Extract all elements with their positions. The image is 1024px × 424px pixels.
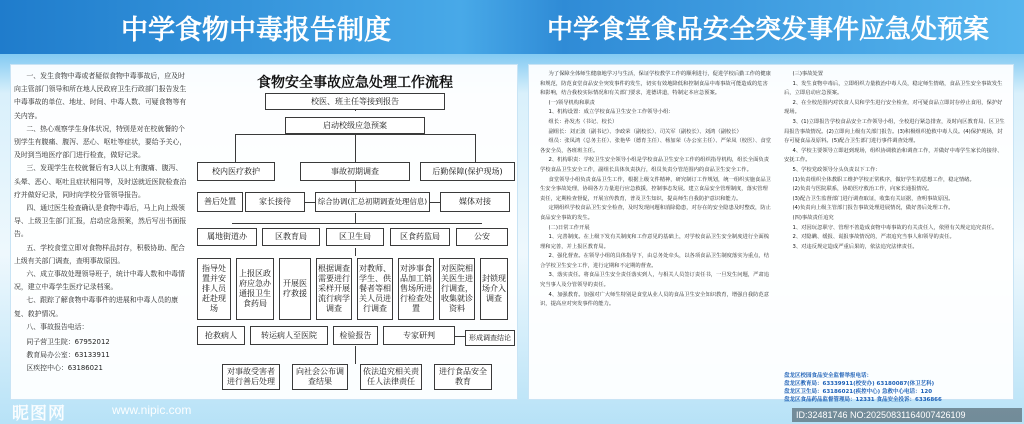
flow-agency-education: 区教育局: [262, 228, 320, 246]
plan-para: 为了保障全体师生健康地学习与生活，保证学校教学工作的顺利进行，促进学校后勤工作的健康和规范，防范食堂食品安全突发事件的发生，切实有效地降低和控制食品中毒事故可能造成的危害和影响，结合我校实际情况和有关部门要求，进德讲道，特制定本应急预案。: [540, 71, 771, 97]
policy-para: 三、发现学生在校就餐后有3人以上有腹痛、腹泻、头晕、恶心、呕吐且症状相同等，及时送就近医院检查治疗并做好记录，同时向学校分管领导报告。: [14, 164, 187, 199]
flow-final: 进行食品安全教育: [434, 364, 492, 390]
flow-action: 指导处置并安排人员赶赴现场: [197, 258, 231, 320]
plan-para: 食堂领导小组负责食品卫生工作，根据上级文件精神，研究制订工作规划，统一组织实施食品卫生安全事故处理，协调各方力量进行应急救援，控制事态发展。建立食品安全管理制度，落实管理责任，定期检查督促，开展宣传教育，普及卫生知识，提高师生自我防护意识和能力。: [540, 176, 771, 202]
left-title: 中学食物中毒报告制度: [121, 14, 391, 46]
flow-agency-health: 区卫生局: [326, 228, 384, 246]
plan-para: 3、(1)立即报告学校食品安全工作领导小组，全校进行紧急排查，及时向区教育局、区卫生局报告事故情况。(2)立即向上级有关部门报告。(3)积极组织抢救中毒人员。(4)保护现场，封存可疑食品及原料。(5)配合卫生部门进行事件调查处理。: [784, 118, 1005, 145]
flow-node-coordination: 综合协调(汇总初期调查处理信息): [315, 192, 430, 212]
plan-para: 2、机构职责：学校卫生安全领导小组是学校食品卫生安全工作的组织指导机构，组长全面负责学校食品卫生安全工作，副组长具体负责执行，组员负责分管范围内的食品卫生安全工作。: [540, 157, 770, 173]
watermark-url: www.nipic.com: [112, 403, 192, 417]
flow-node-media: 媒体对接: [440, 192, 510, 212]
connector: [235, 134, 236, 162]
flow-node-lab-report: 检验报告: [333, 326, 378, 345]
contact-line: 同子营卫生院：67952012: [26, 338, 110, 347]
flow-agency-police: 公安: [456, 228, 508, 246]
plan-para: (二)日常工作开展: [548, 224, 590, 231]
flow-node-start-plan: 启动校级应急预案: [285, 117, 425, 134]
flow-action: 封锁现场介入调查: [480, 258, 508, 320]
report-policy-text: [14, 70, 189, 376]
policy-para: 八、事故报告电话：: [26, 322, 89, 331]
flow-node-transfer: 转运病人至医院: [250, 326, 328, 345]
connector: [355, 180, 356, 192]
contact-line: 区疾控中心：63186021: [26, 364, 103, 373]
connector: [232, 223, 482, 224]
flow-node-aftermath: 善后处置: [197, 192, 243, 212]
connector: [305, 202, 315, 203]
flowchart-title: 食物安全事故应急处理工作流程: [257, 75, 453, 91]
flow-node-initial-investigation: 事故初期调查: [300, 162, 410, 181]
plan-para: 3、落实责任。将食品卫生安全责任落实到人，与相关人员签订责任书，一旦发生问题，严肃追究当事人及分管领导的责任。: [540, 272, 770, 289]
emergency-plan-right-column: [784, 70, 1006, 252]
plan-para: 4、加强教育。加强对广大师生特别是食堂从业人员的食品卫生安全知识教育，增强自我防范意识，提高应对突发事件的能力。: [540, 291, 770, 308]
plan-para: 5、学校党政领导分头负责以下工作：: [792, 166, 881, 173]
plan-para: (2)负责与医院联系，协助医疗救治工作，向家长通报情况。: [792, 186, 933, 193]
connector: [455, 336, 465, 337]
plan-para: (三)事故处置: [792, 71, 824, 77]
plan-para: 1、发生食物中毒后，立即组织力量救治中毒人员，稳定师生情绪，食品卫生安全事故发生后，立即启动应急预案。: [784, 80, 1003, 97]
plan-para: (一)领导机构和职责: [548, 99, 595, 106]
flow-final: 向社会公布调查结果: [292, 364, 348, 390]
policy-para: 四、通过医生检查确认是食物中毒后，马上向上级领导、上级卫生部门汇报，启动应急预案，然后写出书面报告。: [14, 204, 187, 239]
plan-para: 4、学校主要领导立即赶到现场，组织协调救治和调查工作，并做好中毒学生家长的接待、安抚工作。: [784, 147, 1003, 164]
plan-para: 组员：张凤鸿（总务主任）、张艳华（德育主任）、杨加荣（办公室主任）、严荣凤（校医）、食堂各安全员，各班班主任。: [540, 138, 771, 154]
plan-para: 副组长：刘正波（副书记）、李政荣（副校长）、司关军（副校长）、刘鸿（副校长）: [548, 128, 742, 135]
plan-para: 组长：孙发杰（书记、校长）: [548, 118, 618, 125]
hotline-line: 盘龙区教育局：63339911(校安办) 63180087(体卫艺科): [784, 381, 935, 387]
flow-final: 对事故受害者进行善后处理: [222, 364, 280, 390]
connector: [475, 134, 476, 162]
connector: [355, 248, 356, 256]
flow-node-medical-rescue: 校内医疗救护: [197, 162, 275, 181]
plan-para: 2、在全校范围内对饮食人员和学生进行安全检查，对可疑食品立即封存停止食用，保护好现场。: [784, 99, 1003, 116]
connector: [355, 346, 356, 364]
policy-para: 一、发生食物中毒或者疑似食物中毒事故后，应及时向主管部门领导和所在地人民政府卫生行政部门报告发生中毒事故的单位、地址、时间、中毒人数、可疑食物等有关内容。: [14, 72, 187, 120]
image-id-tag: ID:32481746 NO:20250831164007426109: [792, 408, 1022, 422]
policy-para: 七、跟踪了解食物中毒事件的进展和中毒人员的康复、救护情况。: [14, 296, 178, 318]
flow-action: 开展医疗救援: [279, 258, 311, 320]
hotline-block: [784, 372, 1006, 404]
plan-para: (四)事故责任追究: [792, 214, 834, 221]
flow-node-report: 校医、班主任等接到报告: [265, 93, 445, 110]
hotline-line: 盘龙区校园食品安全监督举报电话：: [784, 373, 873, 379]
plan-para: 1、机构设置：成立学校食品卫生安全工作领导小组：: [548, 109, 674, 116]
flow-agency-food-drug: 区食药监局: [390, 228, 450, 246]
connector: [430, 202, 440, 203]
plan-para: 1、完善制度。在上级下发有关制度和工作意见的基础上，对学校食品卫生安全制度进行全面梳理和完善，并上报区教育局。: [540, 234, 770, 250]
plan-para: 3、对违反规定造成严重后果的，依法追究法律责任。: [792, 243, 918, 250]
plan-para: 2、对隐瞒、缓报、谎报事故情况的，严肃追究当事人和领导的责任。: [792, 234, 955, 241]
flow-node-conclusion: 形成调查结论: [465, 330, 515, 346]
flow-node-rescue-patients: 抢救病人: [197, 326, 245, 345]
flow-action: 根据调查需要进行采样开展流行病学调查: [316, 258, 352, 320]
plan-para: 2、强化督查。在领导小组的具体指导下，由总务处牵头，以各项食品卫生制度落实为重点，结合学校卫生安全工作，进行定期和不定期的督查。: [540, 253, 770, 269]
hotline-line: 盘龙区食品药品监督管理局：12331 食品安全投诉：6336866: [784, 397, 942, 403]
flow-final: 依法追究相关责任人法律责任: [360, 364, 422, 390]
policy-para: 二、热心观察学生身体状况，特别是对在校就餐的个别学生有腹痛、腹泻、恶心、呕吐等症状，要给予关心，及时到当地医疗部门进行检查，做好记录。: [14, 124, 187, 160]
flow-node-parent-reception: 家长接待: [245, 192, 305, 212]
flow-action: 上报区政府应急办通报卫生食药局: [236, 258, 274, 320]
connector: [355, 134, 356, 162]
plan-para: (4)负责向上级主管部门报告事故处理进展情况，做好善后处理工作。: [792, 205, 954, 212]
policy-para: 五、学校食堂立即对食物样品封存，积极协助、配合上级有关部门调查，查明事故原因。: [14, 243, 185, 265]
flow-action: 对涉事食品加工销售场所进行检查处置: [398, 258, 434, 320]
flow-action: 对医院相关医生进行调查，收集就诊资料: [439, 258, 475, 320]
watermark-logo: 昵图网: [12, 404, 66, 424]
plan-para: 1、对因玩忽职守、管理不善造成食物中毒事故的有关责任人，依照有关规定追究责任。: [792, 224, 998, 231]
policy-para: 六、成立事故处理领导班子，统计中毒人数和中毒情况，建立中毒学生医疗记录档案。: [14, 270, 185, 292]
flow-agency-street-office: 属地街道办: [197, 228, 257, 246]
flow-node-expert-review: 专家研判: [383, 326, 455, 345]
flow-node-logistics: 后勤保障(保护现场): [420, 162, 515, 181]
contact-line: 教育局办公室：63133911: [26, 351, 110, 360]
emergency-plan-left-column: [540, 70, 772, 310]
hotline-line: 盘龙区卫生局：63186021(疾控中心) 急救中心电话：120: [784, 389, 933, 395]
flow-action: 对教师、学生、供餐者等相关人员进行调查: [357, 258, 393, 320]
connector: [355, 213, 356, 223]
plan-para: 定期组织学校食品卫生安全检查，及时发现问题和消除隐患，对存在的安全隐患及时整改，防止食品安全事故的发生。: [540, 205, 771, 221]
plan-para: (3)配合卫生监督部门进行调查取证，收集有关证据，查明事故原因。: [792, 195, 954, 202]
plan-para: (1)负责组织全体教职工维护学校正常秩序，做好学生的思想工作，稳定情绪。: [792, 176, 975, 183]
right-title: 中学食堂食品安全突发事件应急处预案: [546, 14, 989, 45]
